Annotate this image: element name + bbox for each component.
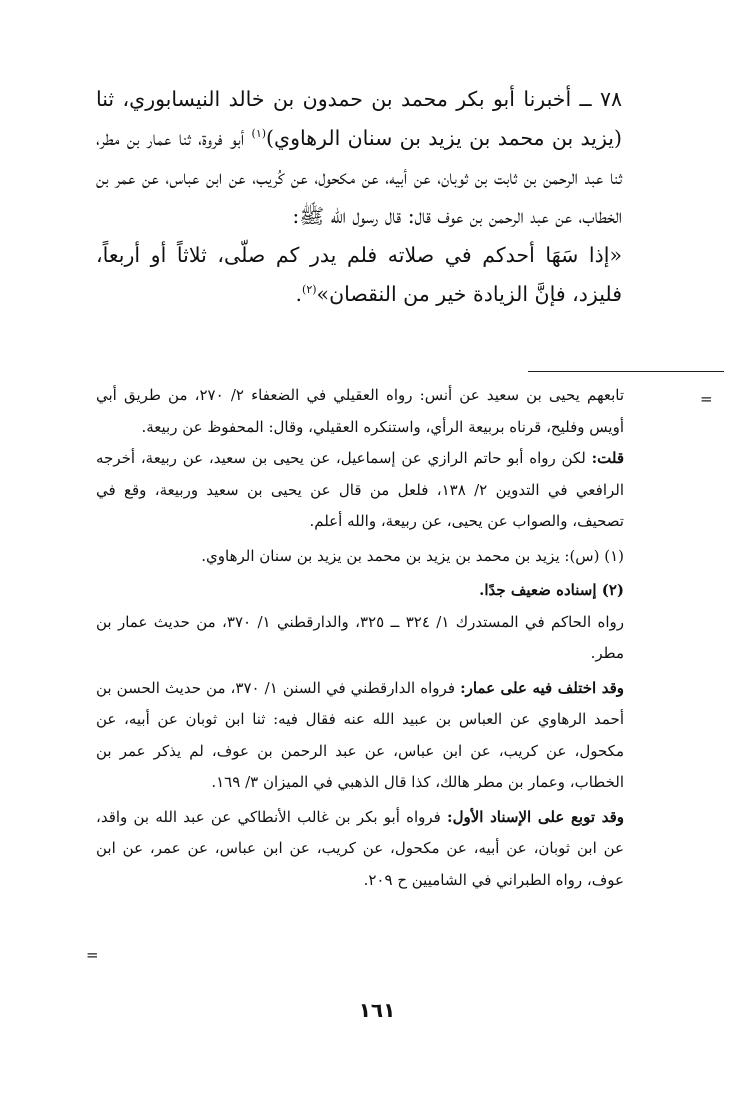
- footnote-separator: [528, 371, 724, 372]
- hadith-isnad-part1: ٧٨ ــ أخبرنا أبو بكر محمد بن حمدون بن خالد النيسابوري، ثنا (يزيد بن محمد بن يزيد بن سنان الرهاوي): [96, 87, 622, 150]
- footnote-continuation: تابعهم يحيى بن سعيد عن أنس: رواه العقيلي في الضعفاء ٢/ ٢٧٠، من طريق أبي أويس وفليح، قرناه بربيعة الرأي، واستنكره العقيلي، وقال: المحفوظ عن ربيعة.: [96, 386, 625, 436]
- footnote-2-para-3: [96, 802, 624, 897]
- hadith-isnad-part2: أبو فروة، ثنا عمار بن مطر، ثنا عبد الرحمن بن ثابت بن ثوبان، عن أبيه، عن مكحول، عن كُريب، عن ابن عباس، عن عمر بن الخطاب، عن عبد الرحمن بن عوف قال: قال رسول الله ﷺ:: [96, 126, 622, 228]
- footnote-2-para-2: [96, 673, 624, 799]
- continuation-marker: =: [700, 390, 713, 408]
- qult-text: لكن رواه أبو حاتم الرازي عن إسماعيل، عن يحيى بن سعيد، عن ربيعة، أخرجه الرافعي في التدوين ٢/ ١٣٨، فلعل من قال عن يحيى بن سعيد وربيعة، وقع في تصحيف، والصواب عن يحيى، عن ربيعة، والله أعلم.: [96, 449, 624, 530]
- footnotes: [96, 380, 624, 896]
- footnote-ref-1: (١): [251, 127, 267, 141]
- fn2-para3-label: وقد توبع على الإسناد الأول:: [447, 807, 624, 826]
- hadith-paragraph: [96, 80, 622, 236]
- footnote-2-para-1: رواه الحاكم في المستدرك ١/ ٣٢٤ ــ ٣٢٥، والدارقطني ١/ ٣٧٠، من حديث عمار بن مطر.: [96, 612, 625, 662]
- page-number: ١٦١: [358, 998, 396, 1022]
- quote-end: .: [295, 282, 303, 306]
- fn2-para3-text: فرواه أبو بكر بن غالب الأنطاكي عن عبد الله بن واقد، عن ابن ثوبان، عن أبيه، عن مكحول، عن كريب، عن ابن عباس، عن عمر، عن ابن عوف، رواه الطبراني في الشاميين ح ٢٠٩.: [96, 807, 624, 889]
- hadith-matn: [96, 236, 622, 314]
- fn2-para2-text: فرواه الدارقطني في السنن ١/ ٣٧٠، من حديث الحسن بن أحمد الرهاوي عن العباس بن عبيد الله عنه فقال فيه: ثنا ابن ثوبان عن أبيه، عن مكحول، عن كريب، عن ابن عباس، عن عبد الرحمن بن عوف، لم يذكر عمر بن الخطاب، وعمار بن مطر هالك، كذا قال الذهبي في الميزان ٣/ ١٦٩.: [96, 678, 624, 791]
- qult-label: قلت:: [591, 449, 624, 467]
- footnote-ref-2: (٢): [302, 283, 317, 297]
- hadith-quote: «إذا سَهَا أحدكم في صلاته فلم يدر كم صلّى، ثلاثاً أو أربعاً، فليزد، فإنَّ الزيادة خير من النقصان»: [96, 243, 622, 306]
- main-text: [96, 80, 622, 314]
- footnote-2-heading: (٢) إسناده ضعيف جدًا.: [479, 581, 624, 599]
- footnote-1: (١) (س): يزيد بن محمد بن يزيد بن محمد بن يزيد بن سنان الرهاوي.: [201, 546, 624, 565]
- continuation-end-marker: =: [86, 946, 99, 964]
- fn2-para2-label: وقد اختلف فيه على عمار:: [460, 678, 624, 697]
- footnote-qult: [96, 443, 624, 538]
